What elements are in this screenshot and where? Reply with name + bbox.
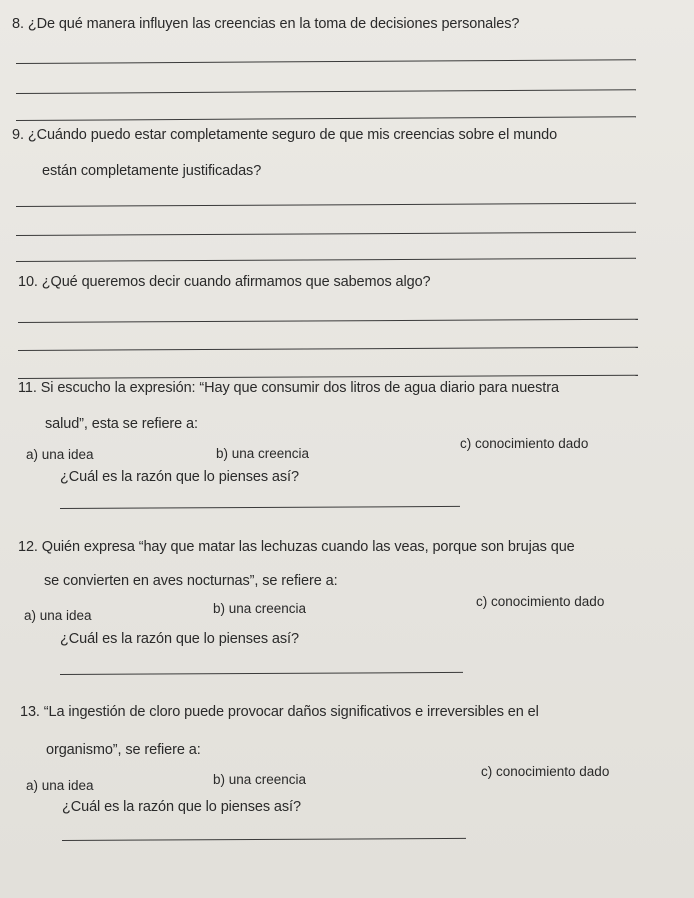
option-b[interactable]: b) una creencia [213, 772, 307, 787]
answer-line [18, 375, 638, 379]
question-11-line-2: salud”, esta se refiere a: [45, 416, 198, 432]
question-12-line-1: 12. Quién expresa “hay que matar las lechuzas cuando las veas, porque son brujas que [18, 539, 575, 555]
answer-line [16, 89, 636, 94]
answer-line [16, 59, 636, 64]
answer-line [16, 232, 636, 236]
answer-line [16, 116, 636, 121]
option-b[interactable]: b) una creencia [213, 601, 307, 616]
option-c[interactable]: c) conocimiento dado [481, 764, 610, 779]
question-10: 10. ¿Qué queremos decir cuando afirmamos que sabemos algo? [18, 274, 431, 290]
option-a[interactable]: a) una idea [26, 447, 94, 462]
reason-prompt: ¿Cuál es la razón que lo pienses así? [60, 469, 299, 485]
question-8: 8. ¿De qué manera influyen las creencias en la toma de decisiones personales? [12, 16, 520, 32]
answer-line [16, 203, 636, 207]
option-a[interactable]: a) una idea [26, 778, 94, 793]
question-9-line-2: están completamente justificadas? [42, 163, 262, 179]
reason-prompt: ¿Cuál es la razón que lo pienses así? [60, 631, 299, 647]
reason-prompt: ¿Cuál es la razón que lo pienses así? [62, 799, 301, 815]
question-13-line-2: organismo”, se refiere a: [46, 742, 201, 758]
question-12-line-2: se convierten en aves nocturnas”, se refiere a: [44, 573, 338, 589]
option-c[interactable]: c) conocimiento dado [460, 436, 589, 451]
option-a[interactable]: a) una idea [24, 608, 92, 623]
question-11-line-1: 11. Si escucho la expresión: “Hay que consumir dos litros de agua diario para nuestra [18, 380, 559, 396]
answer-line [18, 347, 638, 351]
answer-line [18, 319, 638, 323]
reason-answer-line [60, 672, 463, 675]
option-b[interactable]: b) una creencia [216, 446, 310, 461]
answer-line [16, 258, 636, 262]
option-c[interactable]: c) conocimiento dado [476, 594, 605, 609]
question-9-line-1: 9. ¿Cuándo puedo estar completamente seguro de que mis creencias sobre el mundo [12, 127, 558, 143]
reason-answer-line [62, 838, 466, 841]
question-13-line-1: 13. “La ingestión de cloro puede provocar daños significativos e irreversibles en el [20, 704, 539, 720]
reason-answer-line [60, 506, 460, 509]
